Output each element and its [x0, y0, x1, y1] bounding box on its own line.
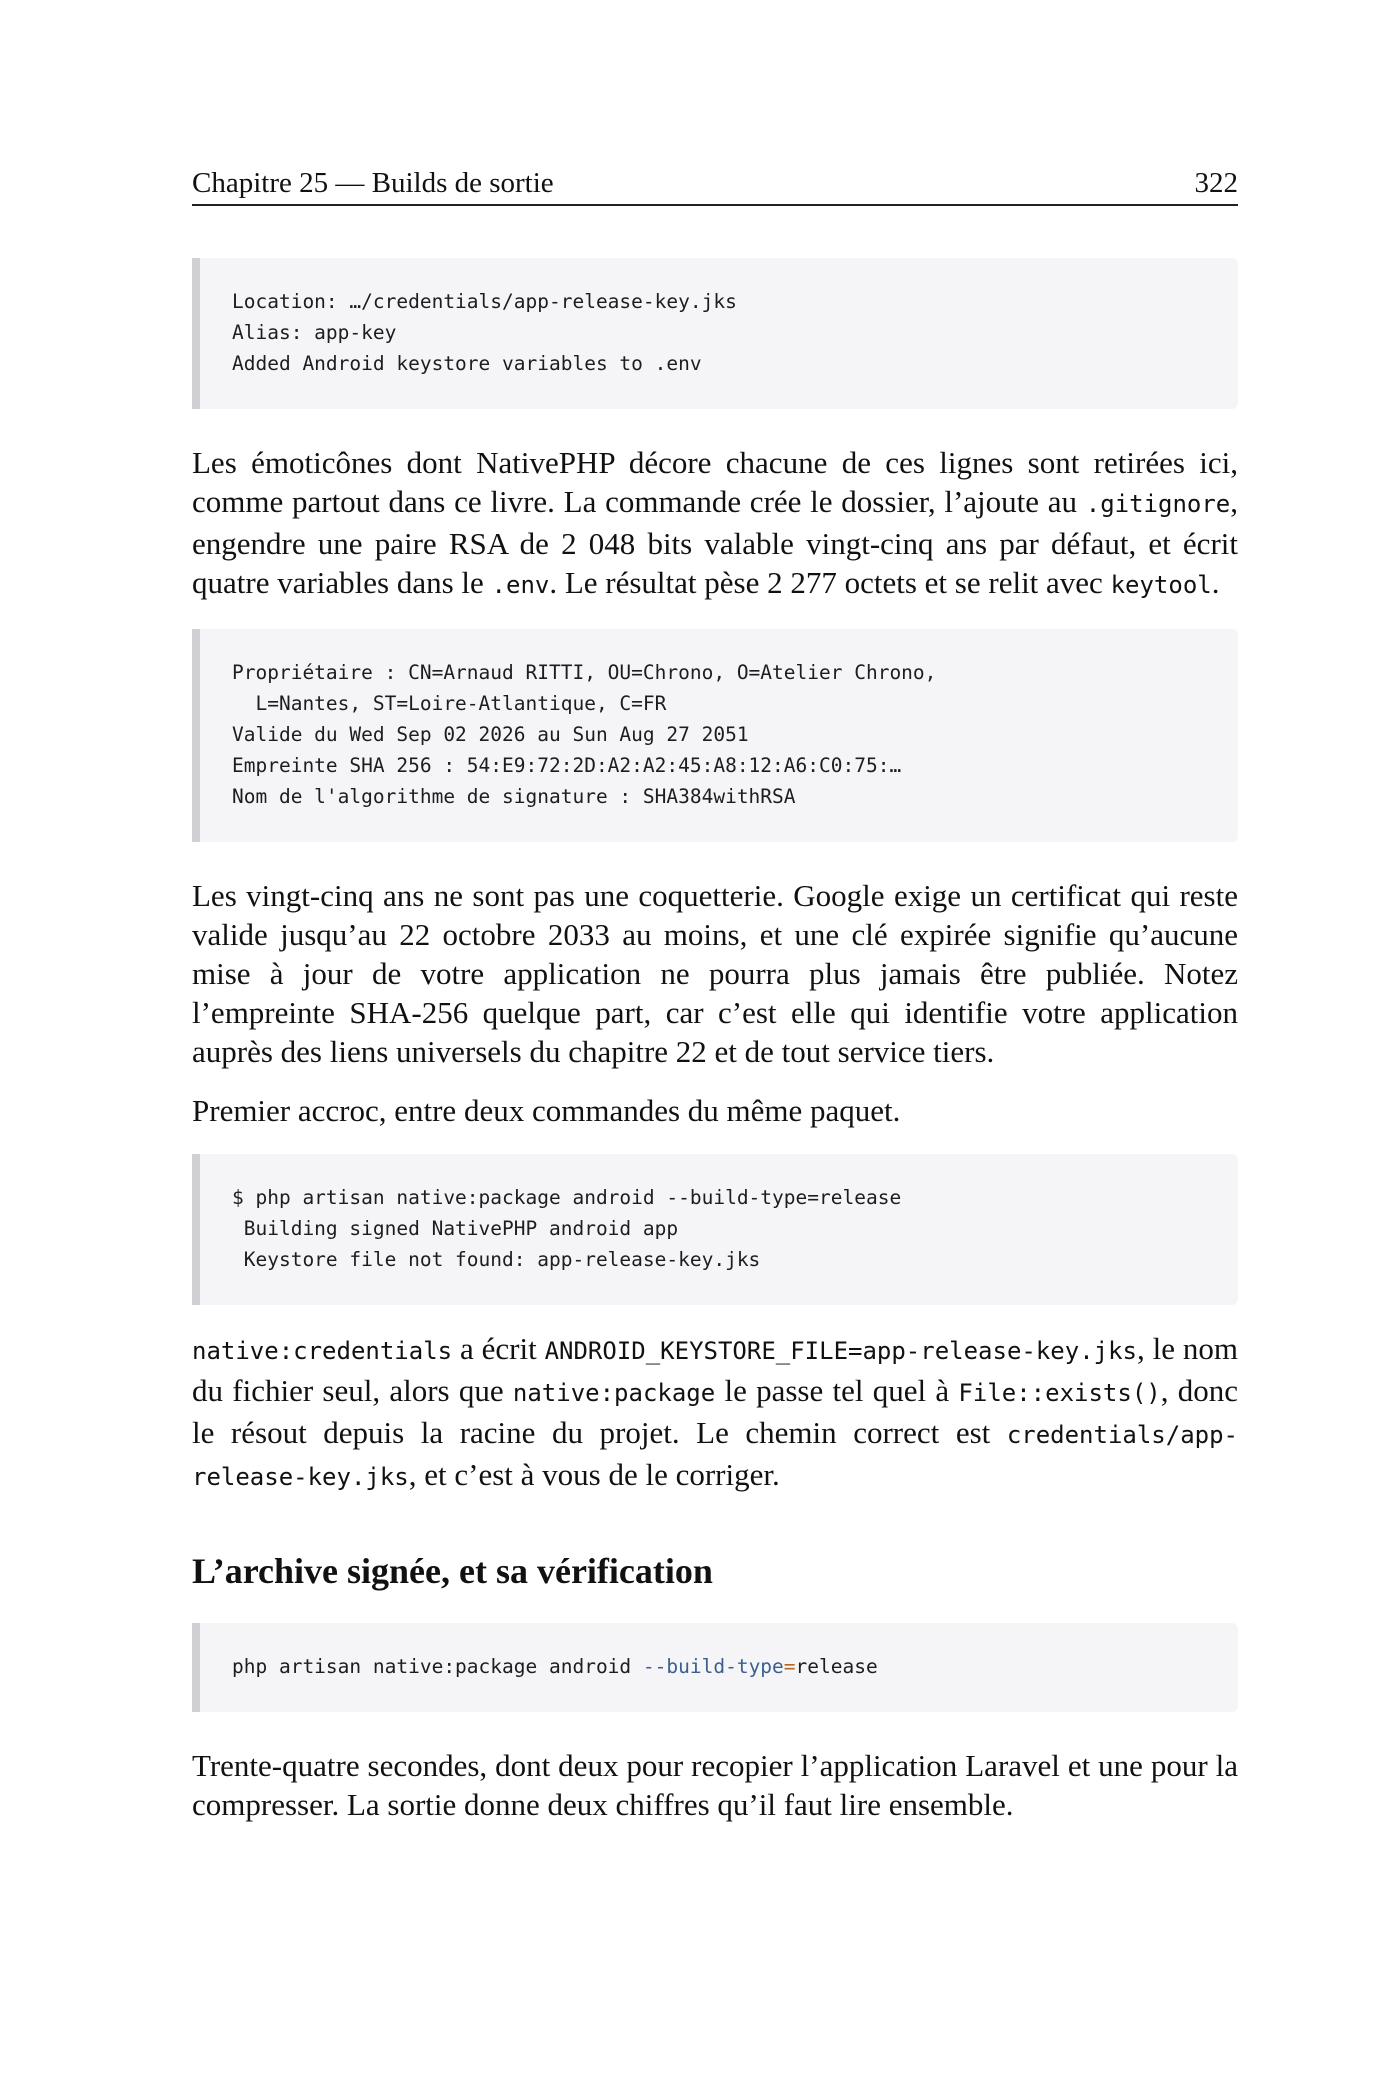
paragraph-keystore-path	[192, 1329, 1238, 1497]
inline-code-native-credentials: native:credentials	[192, 1337, 453, 1365]
code-block-keytool-output	[192, 629, 1238, 842]
code-value: release	[795, 1655, 878, 1678]
inline-code-native-package: native:package	[512, 1379, 716, 1407]
text-run: .	[1211, 565, 1220, 600]
inline-code-keystore-path: credentials/app-release-key.jks	[192, 1421, 1238, 1491]
code-line: Propriétaire : CN=Arnaud RITTI, OU=Chrono, O=Atelier Chrono,	[232, 661, 937, 684]
code-line: Keystore file not found: app-release-key.jks	[232, 1248, 761, 1271]
code-block-package-error	[192, 1154, 1238, 1305]
inline-code-gitignore: .gitignore	[1085, 490, 1231, 518]
inline-code-env: .env	[491, 571, 550, 599]
code-command: php artisan native:package android	[232, 1655, 643, 1678]
code-line: Empreinte SHA 256 : 54:E9:72:2D:A2:A2:45:A8:12:A6:C0:75:…	[232, 754, 902, 777]
code-block-package-command	[192, 1623, 1238, 1712]
code-line: Alias: app-key	[232, 321, 397, 344]
text-run: . Le résultat pèse 2 277 octets et se relit avec	[549, 565, 1111, 600]
paragraph-build-timing: Trente-quatre secondes, dont deux pour recopier l’application Laravel et une pour la compresser. La sortie donne deux chiffres qu’il faut lire ensemble.	[192, 1748, 1238, 1822]
code-operator: =	[783, 1655, 796, 1678]
text-run: le passe tel quel à	[715, 1373, 959, 1408]
text-run: , donc le résout depuis la racine du projet. Le chemin correct est	[192, 1373, 1238, 1450]
chapter-title: Chapitre 25 — Builds de sortie	[192, 167, 554, 199]
text-run: , le nom du fichier seul, alors que	[192, 1331, 1238, 1408]
code-line: Added Android keystore variables to .env	[232, 352, 702, 375]
page-number: 322	[1194, 167, 1238, 199]
code-line: L=Nantes, ST=Loire-Atlantique, C=FR	[232, 692, 667, 715]
text-run: , et c’est à vous de le corriger.	[408, 1457, 780, 1492]
code-line: Valide du Wed Sep 02 2026 au Sun Aug 27 2051	[232, 723, 749, 746]
inline-code-file-exists: File::exists()	[958, 1379, 1161, 1407]
page-content	[192, 258, 1238, 1824]
code-line: Location: …/credentials/app-release-key.jks	[232, 290, 737, 313]
code-line: Nom de l'algorithme de signature : SHA384withRSA	[232, 785, 796, 808]
code-block-credentials-output	[192, 258, 1238, 409]
paragraph-emoji-note	[192, 443, 1238, 605]
inline-code-keystore-env: ANDROID_KEYSTORE_FILE=app-release-key.jks	[544, 1337, 1137, 1365]
running-header	[192, 162, 1238, 206]
code-flag: --build-type	[642, 1655, 784, 1678]
section-heading: L’archive signée, et sa vérification	[192, 1551, 713, 1591]
text-run: a écrit	[452, 1331, 545, 1366]
text-run: , engendre une paire RSA de 2 048 bits valable vingt-cinq ans par défaut, et écrit quatre variables dans le	[192, 484, 1238, 600]
paragraph-certificate-validity: Les vingt-cinq ans ne sont pas une coquetterie. Google exige un certificat qui reste valide jusqu’au 22 octobre 2033 au moins, et une clé expirée signifie qu’aucune mise à jour de votre application ne pourra plus jamais être publiée. Notez l’empreinte SHA-256 quelque part, car c’est elle qui identifie votre application auprès des liens universels du chapitre 22 et de tout service tiers.	[192, 878, 1238, 1069]
code-line: Building signed NativePHP android app	[232, 1217, 679, 1240]
text-run: Les émoticônes dont NativePHP décore chacune de ces lignes sont retirées ici, comme partout dans ce livre. La commande crée le dossier, l’ajoute au	[192, 445, 1238, 519]
paragraph-first-snag: Premier accroc, entre deux commandes du même paquet.	[192, 1093, 901, 1128]
code-line: $ php artisan native:package android --build-type=release	[232, 1186, 902, 1209]
code-line	[232, 1651, 1208, 1682]
inline-code-keytool: keytool	[1110, 571, 1212, 599]
